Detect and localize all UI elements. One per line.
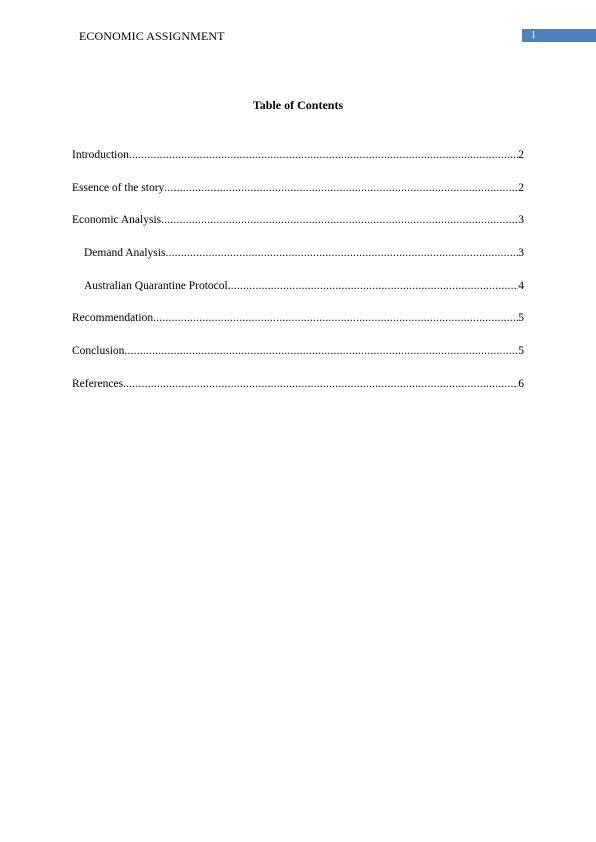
toc-entry-label: Recommendation xyxy=(72,312,154,325)
toc-entry-label: Introduction xyxy=(72,149,129,161)
toc-entry-economic-analysis[interactable] xyxy=(72,212,524,245)
toc-dot-leader xyxy=(165,245,518,261)
toc-entry-page: 2 xyxy=(518,149,524,161)
toc-entry-references[interactable] xyxy=(72,376,524,409)
toc-entry-page: 2 xyxy=(518,181,524,194)
toc-dot-leader xyxy=(124,343,518,359)
toc-dot-leader xyxy=(153,310,518,326)
toc-entry-label: Economic Analysis xyxy=(72,214,162,227)
toc-entry-essence-of-the-story[interactable] xyxy=(72,180,524,213)
toc-entry-introduction[interactable] xyxy=(72,147,524,180)
toc-entry-page: 5 xyxy=(518,312,524,325)
toc-entry-australian-quarantine-protocol[interactable] xyxy=(72,278,524,311)
toc-entry-label: References xyxy=(72,377,124,390)
page-number-badge: 1 xyxy=(522,29,596,42)
toc-entry-page: 4 xyxy=(518,279,524,292)
toc-entry-page: 6 xyxy=(518,377,524,390)
toc-entry-demand-analysis[interactable] xyxy=(72,245,524,278)
toc-entry-label: Essence of the story xyxy=(72,181,165,194)
toc-dot-leader xyxy=(228,278,519,294)
toc-entry-page: 5 xyxy=(518,345,524,358)
toc-entry-label: Conclusion xyxy=(72,345,125,358)
toc-dot-leader xyxy=(164,180,518,196)
toc-dot-leader xyxy=(161,212,518,228)
toc-heading: Table of Contents xyxy=(252,98,344,112)
toc-entry-conclusion[interactable] xyxy=(72,343,524,376)
toc-entry-label: Demand Analysis xyxy=(84,247,166,260)
toc-dot-leader xyxy=(129,147,518,163)
toc-entry-page: 3 xyxy=(518,214,524,227)
toc-entry-label: Australian Quarantine Protocol xyxy=(84,279,228,292)
toc-entry-recommendation[interactable] xyxy=(72,310,524,343)
toc-dot-leader xyxy=(123,376,518,392)
toc-entry-page: 3 xyxy=(518,247,524,260)
table-of-contents xyxy=(72,147,524,409)
header-title: ECONOMIC ASSIGNMENT xyxy=(79,29,225,43)
